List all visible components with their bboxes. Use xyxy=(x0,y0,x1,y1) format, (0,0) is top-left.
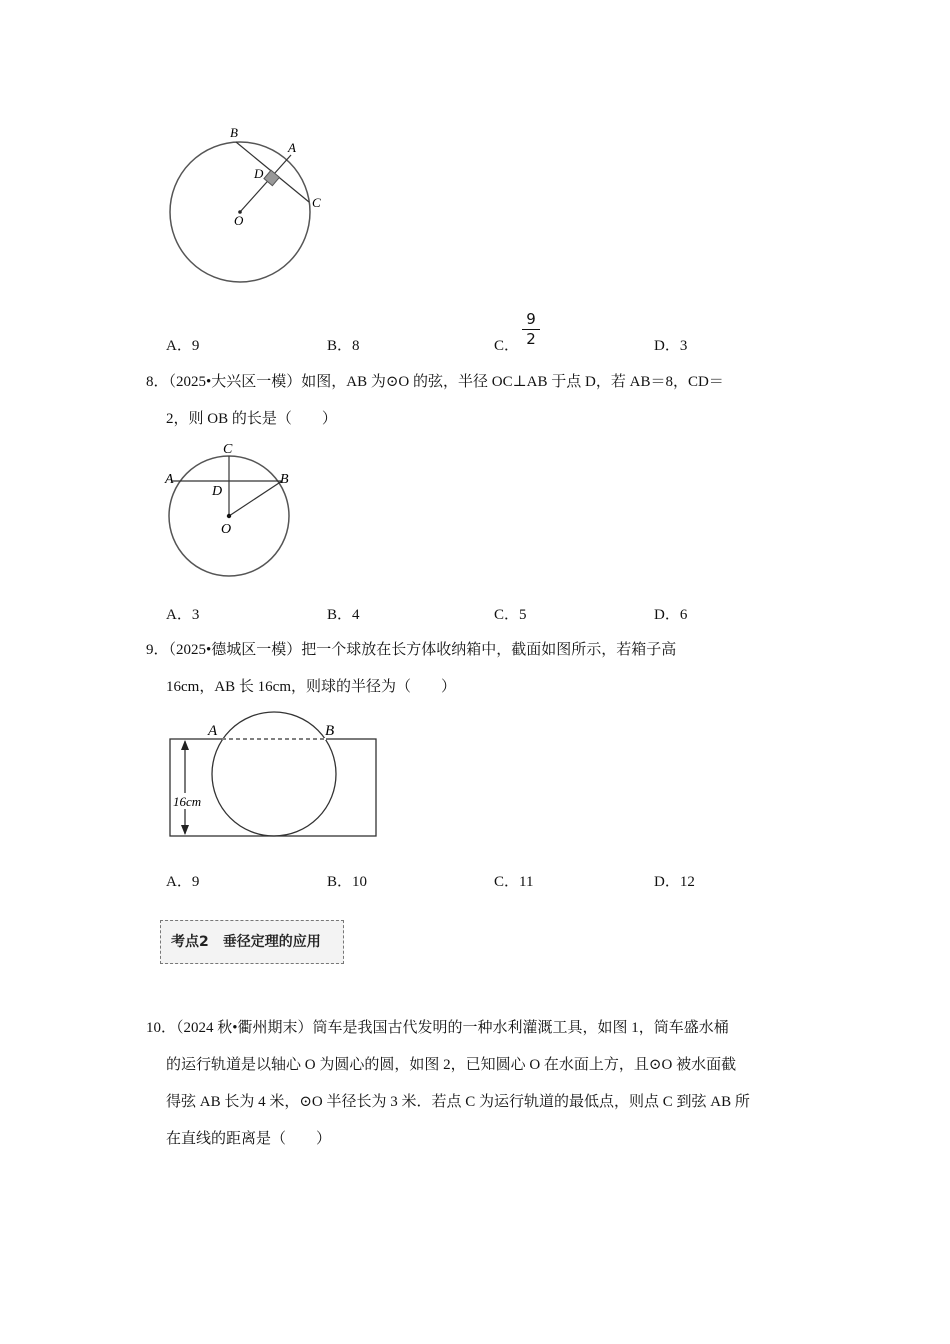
q7-label-o: O xyxy=(234,213,244,228)
q10-stem-line1: 10．（2024 秋•衢州期末）筒车是我国古代发明的一种水利灌溉工具，如图 1，筒车盛水桶 xyxy=(146,1020,729,1036)
q7-label-c: C xyxy=(312,195,321,210)
q7-option-b[interactable]: B．8 xyxy=(327,338,360,354)
q8-option-d[interactable]: D．6 xyxy=(654,607,688,623)
q8-label-b: B xyxy=(280,472,289,487)
q7-fraction-numerator: 9 xyxy=(526,310,536,328)
q10-stem-line3: 得弦 AB 长为 4 米，⊙O 半径长为 3 米．若点 C 为运行轨道的最低点，则点 C 到弦 AB 所 xyxy=(166,1094,750,1110)
q8-label-o: O xyxy=(221,522,232,537)
section-badge xyxy=(160,920,344,964)
q8-label-a: A xyxy=(165,472,174,487)
q9-label-a: A xyxy=(208,723,218,739)
q9-ball-circle xyxy=(212,712,336,836)
q7-figure xyxy=(160,120,340,300)
q8-figure xyxy=(160,438,300,583)
q8-label-c: C xyxy=(223,442,233,457)
section-tag: 考点2 xyxy=(171,934,209,950)
q7-option-c[interactable]: C． xyxy=(494,338,520,354)
q9-figure xyxy=(160,708,385,843)
q8-option-c[interactable]: C．5 xyxy=(494,607,527,623)
q9-label-b: B xyxy=(325,723,335,739)
q7-radius-oa xyxy=(240,155,291,212)
q8-label-d: D xyxy=(212,484,223,499)
q9-height-label: 16cm xyxy=(173,794,202,809)
q7-fraction-denominator: 2 xyxy=(526,330,536,348)
q7-option-d[interactable]: D．3 xyxy=(654,338,688,354)
q7-option-c-fraction xyxy=(522,311,540,348)
q7-label-b: B xyxy=(230,125,238,140)
q7-label-d: D xyxy=(254,166,264,181)
q8-stem-line2: 2，则 OB 的长是（ ） xyxy=(166,411,337,427)
q9-option-c[interactable]: C．11 xyxy=(494,874,534,890)
q9-arrow-up xyxy=(181,740,189,750)
q10-stem-line4: 在直线的距离是（ ） xyxy=(166,1131,332,1147)
q9-arrow-down xyxy=(181,825,189,835)
q9-option-d[interactable]: D．12 xyxy=(654,874,695,890)
section-title: 垂径定理的应用 xyxy=(222,934,321,950)
q7-label-a: A xyxy=(288,140,296,155)
q9-option-a[interactable]: A．9 xyxy=(166,874,200,890)
q8-option-a[interactable]: A．3 xyxy=(166,607,200,623)
q7-option-a[interactable]: A．9 xyxy=(166,338,200,354)
q8-center-dot xyxy=(227,514,231,518)
q9-stem-line2: 16cm，AB 长 16cm，则球的半径为（ ） xyxy=(166,679,456,695)
q9-option-b[interactable]: B．10 xyxy=(327,874,368,890)
q8-radius-ob xyxy=(229,481,282,516)
q9-box-section xyxy=(170,739,376,836)
q10-stem-line2: 的运行轨道是以轴心 O 为圆心的圆，如图 2，已知圆心 O 在水面上方，且⊙O 被水面截 xyxy=(166,1057,737,1073)
q9-stem-line1: 9．（2025•德城区一模）把一个球放在长方体收纳箱中，截面如图所示，若箱子高 xyxy=(146,642,677,658)
q8-option-b[interactable]: B．4 xyxy=(327,607,360,623)
q8-stem-line1: 8．（2025•大兴区一模）如图，AB 为⊙O 的弦，半径 OC⊥AB 于点 D，若 AB＝8，CD＝ xyxy=(146,374,724,390)
